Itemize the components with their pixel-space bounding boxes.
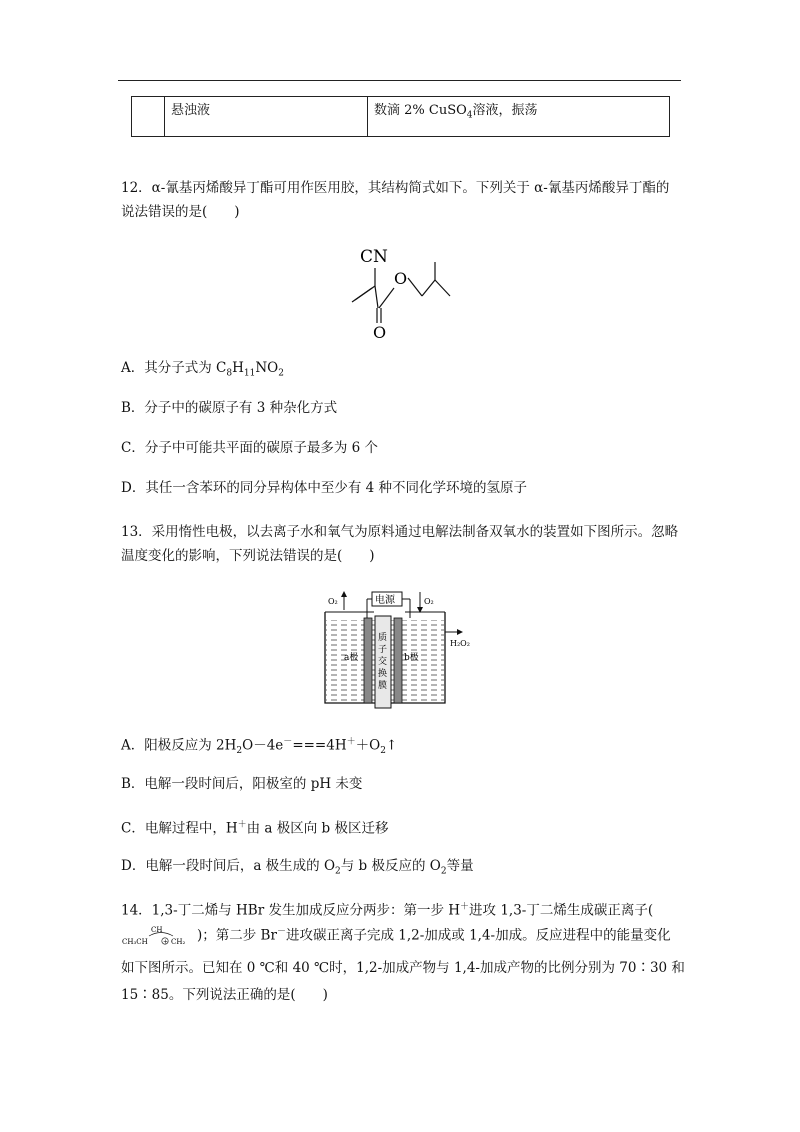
- table-cell-reagent: 数滴 2% CuSO$_4$溶液，振荡: [368, 97, 670, 137]
- ester-o-label: O: [394, 269, 408, 288]
- o2-left-label: O₂: [328, 597, 338, 606]
- q13-option-a: A．阳极反应为 $2H_2O-4e^-===4H^++O_2↑$: [121, 737, 398, 757]
- table-cell-empty: [132, 97, 165, 137]
- o2-right-label: O₂: [424, 597, 434, 606]
- q13-stem: 13．采用惰性电极，以去离子水和氧气为原料通过电解法制备双氧水的装置如下图所示。忽略温度变化的影响，下列说法错误的是( ): [121, 524, 679, 564]
- carbocation-plus: +: [163, 938, 169, 946]
- electrode-a-label: a极: [344, 653, 359, 663]
- membrane-char-4: 换: [378, 669, 388, 679]
- q14-line-2: CH CH₃CH + CH₂ )；第二步 Br－进攻碳正离子完成 1,2-加成或 1,4-加成。反应进程中的能量变化: [121, 922, 686, 949]
- q13-option-b: B．电解一段时间后，阳极室的 pH 未变: [121, 776, 363, 792]
- experiment-table: [131, 96, 670, 137]
- q12-option-d: D．其任一含苯环的同分异构体中至少有 4 种不同化学环境的氢原子: [121, 480, 527, 496]
- table-cell-suspension: 悬浊液: [165, 97, 368, 137]
- q14-line-4: 15∶85。下列说法正确的是( ): [121, 987, 328, 1003]
- q14-line-1: 14．1,3-丁二烯与 HBr 发生加成反应分两步：第一步 H＋进攻 1,3-丁二烯生成碳正离子(: [121, 902, 654, 919]
- q12-option-b: B．分子中的碳原子有 3 种杂化方式: [121, 400, 338, 416]
- q13-option-c: C．电解过程中，H＋由 a 极区向 b 极区迁移: [121, 820, 389, 837]
- h2o2-label: H₂O₂: [450, 639, 470, 648]
- q12-structure-diagram: [330, 238, 470, 348]
- electrode-b-label: b极: [404, 653, 419, 663]
- membrane-char-1: 质: [378, 633, 388, 643]
- membrane-char-2: 子: [378, 645, 388, 655]
- carbocation-structure: [121, 923, 197, 949]
- carbocation-right: CH₂: [171, 938, 186, 946]
- membrane-char-5: 膜: [378, 681, 388, 691]
- power-label: 电源: [375, 595, 395, 606]
- membrane-char-3: 交: [378, 657, 388, 667]
- carbonyl-o-label: O: [373, 323, 387, 342]
- cn-label: CN: [360, 247, 388, 267]
- q12-stem: 12．α-氰基丙烯酸异丁酯可用作医用胶，其结构简式如下。下列关于 α-氰基丙烯酸异丁酯的说法错误的是( ): [121, 180, 670, 220]
- q13-option-d: D．电解一段时间后，a 极生成的 $O_2$与 b 极反应的 $O_2$等量: [121, 858, 474, 877]
- q12-option-c: C．分子中可能共平面的碳原子最多为 6 个: [121, 440, 379, 456]
- q14-line-3: 如下图所示。已知在 0 ℃和 40 ℃时，1,2-加成产物与 1,4-加成产物的比例分别为 70∶30 和: [121, 960, 685, 976]
- q13-electrolysis-diagram: [320, 588, 490, 713]
- q12-option-a: A．其分子式为 $C_8H_{11}NO_2$: [121, 360, 284, 379]
- carbocation-top: CH: [151, 926, 163, 934]
- header-rule: [118, 80, 681, 81]
- carbocation-left: CH₃CH: [122, 938, 148, 946]
